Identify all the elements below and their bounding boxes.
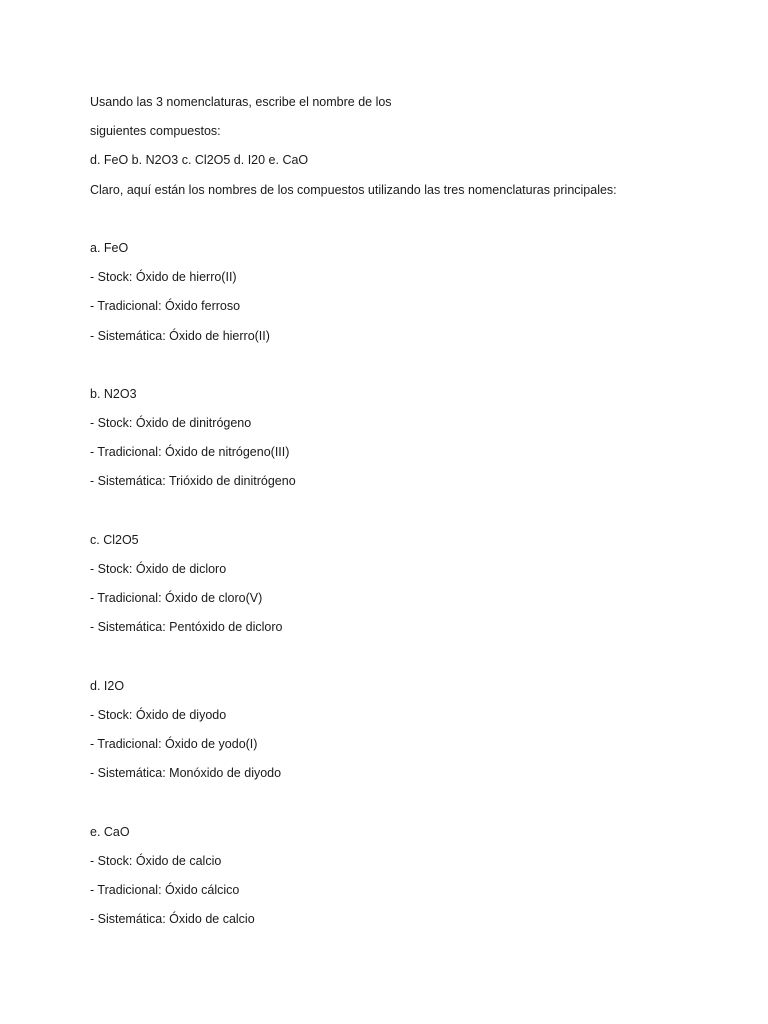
compound-section-cao [90, 824, 730, 928]
answer-intro: Claro, aquí están los nombres de los compuestos utilizando las tres nomenclaturas principales: [90, 182, 617, 197]
stock-name: - Stock: Óxido de calcio [90, 853, 222, 868]
systematic-name: - Sistemática: Óxido de hierro(II) [90, 328, 270, 343]
systematic-name: - Sistemática: Trióxido de dinitrógeno [90, 474, 296, 489]
blank-line [90, 357, 730, 386]
compound-heading: a. FeO [90, 240, 129, 255]
compound-section-cl2o5 [90, 532, 730, 636]
document-page [90, 94, 730, 940]
stock-name: - Stock: Óxido de dicloro [90, 562, 227, 576]
traditional-name: - Tradicional: Óxido cálcico [90, 883, 240, 898]
question-line-1: Usando las 3 nomenclaturas, escribe el nombre de los [90, 95, 392, 109]
compound-heading: c. Cl2O5 [90, 532, 139, 547]
compound-section-feo [90, 240, 730, 344]
blank-line [90, 795, 730, 824]
traditional-name: - Tradicional: Óxido de yodo(I) [90, 737, 258, 752]
traditional-name: - Tradicional: Óxido ferroso [90, 299, 241, 314]
compound-heading: e. CaO [90, 824, 130, 839]
stock-name: - Stock: Óxido de dinitrógeno [90, 416, 252, 431]
stock-name: - Stock: Óxido de hierro(II) [90, 270, 237, 285]
systematic-name: - Sistemática: Pentóxido de dicloro [90, 620, 283, 635]
compound-section-n2o3 [90, 386, 730, 490]
traditional-name: - Tradicional: Óxido de nitrógeno(III) [90, 445, 290, 460]
systematic-name: - Sistemática: Óxido de calcio [90, 912, 255, 927]
compound-heading: b. N2O3 [90, 386, 137, 401]
question-line-3: d. FeO b. N2O3 c. Cl2O5 d. I20 e. CaO [90, 153, 309, 168]
traditional-name: - Tradicional: Óxido de cloro(V) [90, 591, 263, 606]
question-line-2: siguientes compuestos: [90, 124, 221, 139]
compound-heading: d. I2O [90, 678, 125, 693]
stock-name: - Stock: Óxido de diyodo [90, 707, 227, 722]
compound-section-i2o [90, 678, 730, 782]
blank-line [90, 503, 730, 532]
blank-line [90, 211, 730, 240]
blank-line [90, 649, 730, 678]
systematic-name: - Sistemática: Monóxido de diyodo [90, 766, 282, 781]
